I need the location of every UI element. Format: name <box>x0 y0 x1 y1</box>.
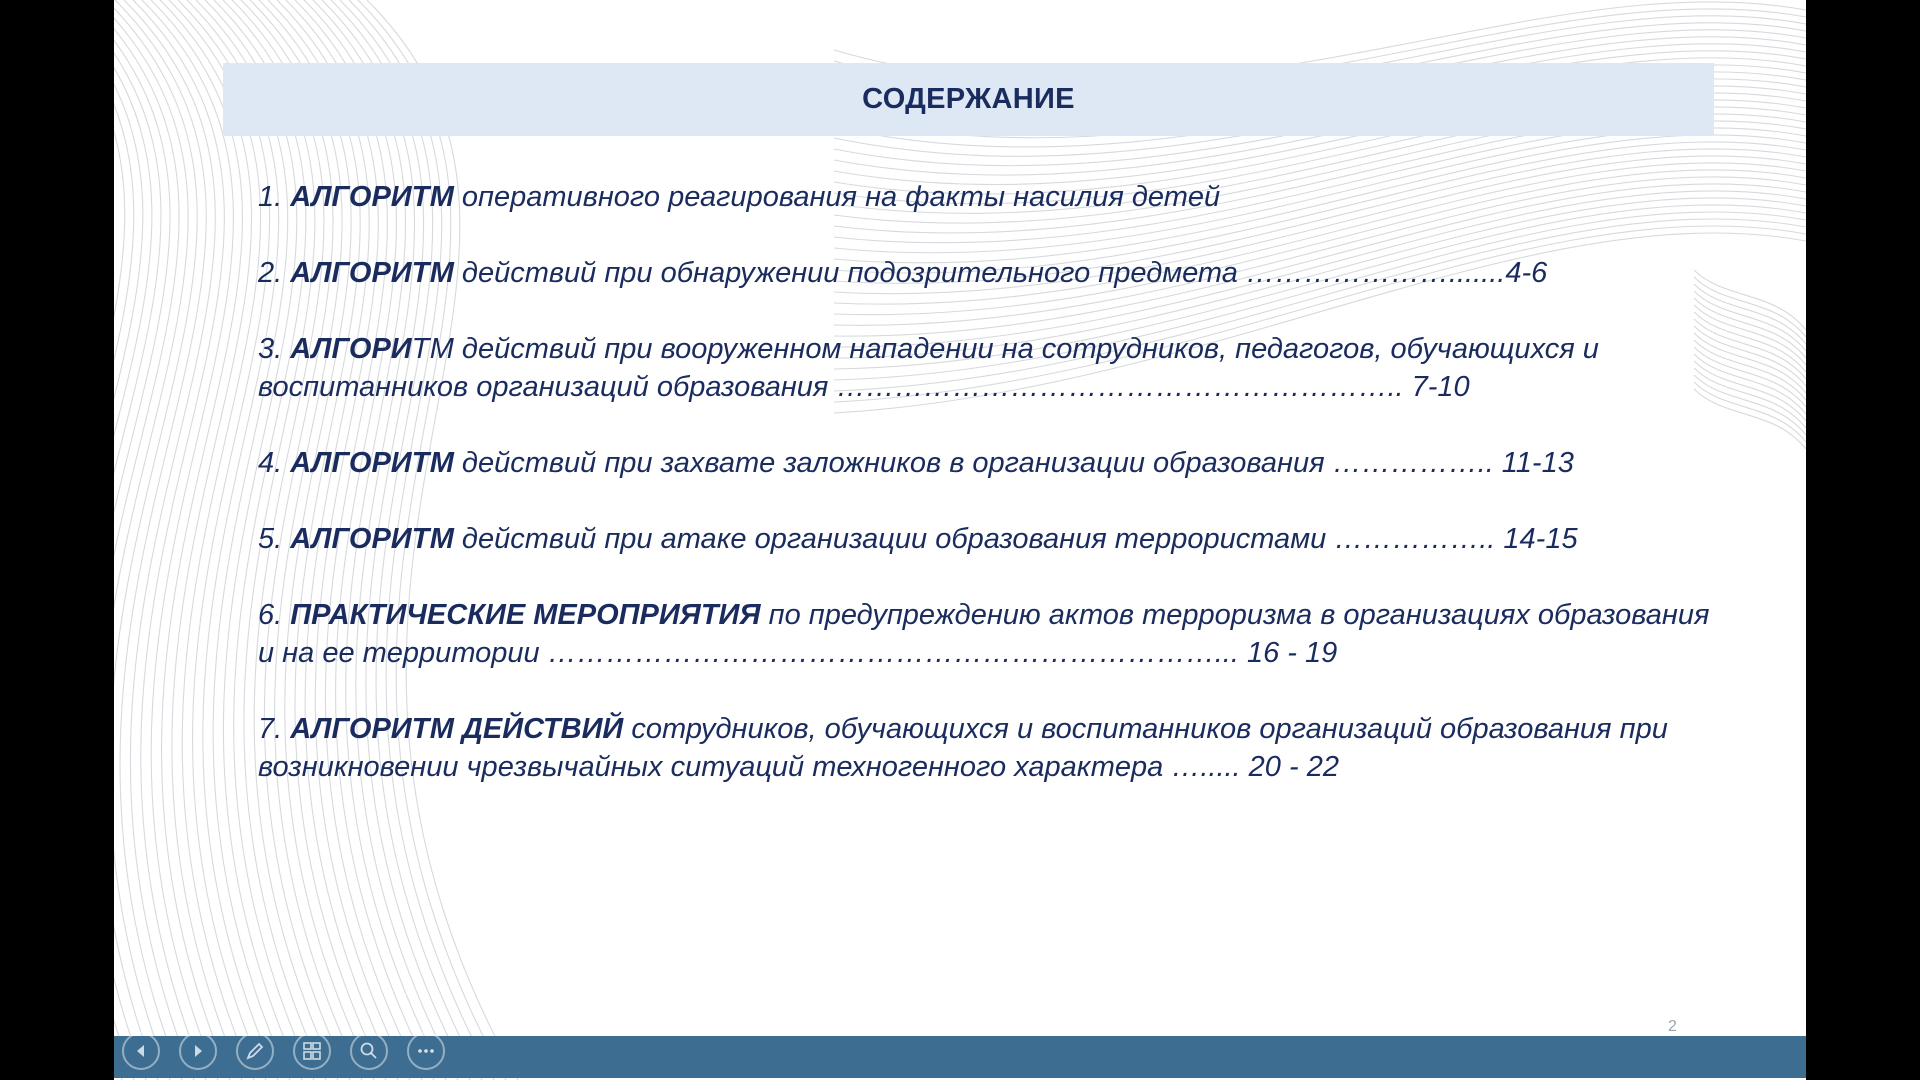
see-all-slides-button[interactable] <box>293 1032 331 1070</box>
slide-title: СОДЕРЖАНИЕ <box>862 83 1075 115</box>
pen-tool-button[interactable] <box>236 1032 274 1070</box>
arrow-left-icon <box>130 1040 152 1062</box>
toc-item-6: 6. ПРАКТИЧЕСКИЕ МЕРОПРИЯТИЯ по предупреждению актов терроризма в организациях образования и на ее территории ……………………………………………………………... 16 - 19 <box>258 599 1710 669</box>
arrow-right-icon <box>187 1040 209 1062</box>
slides-grid-icon <box>301 1040 323 1062</box>
magnifier-icon <box>358 1040 380 1062</box>
toc-item-5: 5. АЛГОРИТМ действий при атаке организации образования террористами …………….. 14-15 <box>258 523 1578 555</box>
toc-item-4: 4. АЛГОРИТМ действий при захвате заложников в организации образования …………….. 11-13 <box>258 447 1574 479</box>
zoom-button[interactable] <box>350 1032 388 1070</box>
title-band <box>223 63 1714 136</box>
page-number: 2 <box>1668 1018 1677 1035</box>
toc-item-2: 2. АЛГОРИТМ действий при обнаружении подозрительного предмета ………………….......4-6 <box>258 257 1548 289</box>
toc-item-1: 1. АЛГОРИТМ оперативного реагирования на факты насилия детей <box>258 181 1221 213</box>
slide <box>114 0 1806 1080</box>
ellipsis-icon <box>415 1040 437 1062</box>
next-slide-button[interactable] <box>179 1032 217 1070</box>
toc-item-7: 7. АЛГОРИТМ ДЕЙСТВИЙ сотрудников, обучающихся и воспитанников организаций образования при возникновении чрезвычайных ситуаций техногенного характера …..... 20 - 22 <box>258 713 1668 783</box>
table-of-contents <box>258 178 1718 824</box>
previous-slide-button[interactable] <box>122 1032 160 1070</box>
toc-item-3: 3. АЛГОРИТМ действий при вооруженном нападении на сотрудников, педагогов, обучающихся и воспитанников организаций образования ………………………………………………….. 7-10 <box>258 333 1599 403</box>
more-options-button[interactable] <box>407 1032 445 1070</box>
pen-icon <box>244 1040 266 1062</box>
